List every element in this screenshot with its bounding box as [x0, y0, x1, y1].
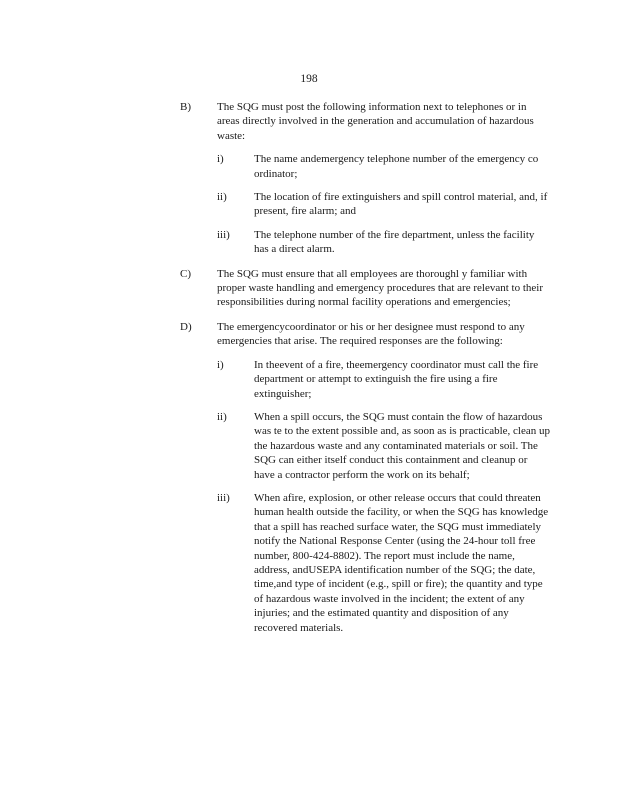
list-item: [217, 152, 550, 181]
item-text: The location of fire extinguishers and spill control material, and, if present, fire alarm; and: [254, 191, 548, 218]
item-text: The name andemergency telephone number of the emergency co ordinator;: [254, 153, 539, 180]
item-label: i): [217, 358, 224, 371]
item-label: ii): [217, 410, 227, 423]
document-body: [180, 100, 550, 645]
list-item: [217, 358, 550, 401]
list-item: [217, 491, 550, 635]
section-text: The SQG must post the following information next to telephones or in areas directly involved in the generation and accumulation of hazardous waste:: [217, 101, 534, 142]
list-item: [217, 190, 550, 219]
item-label: iii): [217, 228, 230, 241]
item-text: When a spill occurs, the SQG must contain the flow of hazardous was te to the extent possible and, as soon as is practicable, clean up the hazardous waste and any contaminated materials or soil. The SQG can either itself conduct this containment and cleanup or have a contractor perform the work on its behalf;: [254, 410, 550, 481]
page-number: 198: [300, 73, 318, 85]
section-label: D): [180, 320, 192, 333]
item-label: iii): [217, 491, 230, 504]
section-label: C): [180, 267, 191, 280]
list-item: [217, 410, 550, 482]
item-text: The telephone number of the fire department, unless the facility has a direct alarm.: [254, 228, 535, 256]
section-c: [180, 267, 550, 310]
section-d: [180, 320, 550, 635]
item-text: When afire, explosion, or other release occurs that could threaten human health outside the facility, or when the SQG has knowledge that a spill has reached surface water, the SQG must immediately notify the National Response Center (using the 24-hour toll free number, 800-424-8802). The report must include the name, address, andUSEPA identification number of the SQG; the date, time,and type of incident (e.g., spill or fire); the quantity and type of hazardous waste involved in the incident; the extent of any injuries; and the estimated quantity and disposition of any recovered materials.: [254, 491, 549, 634]
section-label: B): [180, 101, 191, 113]
item-text: In theevent of a fire, theemergency coordinator must call the fire department or attempt to extinguish the fire using a fire extinguisher;: [254, 358, 539, 400]
list-item: [217, 228, 550, 257]
section-text: The SQG must ensure that all employees are thoroughl y familiar with proper waste handling and emergency procedures that are relevant to their responsibilities during normal facility operations and emergencies;: [217, 267, 543, 309]
item-label: ii): [217, 191, 227, 204]
section-text: The emergencycoordinator or his or her designee must respond to any emergencies that arise. The required responses are the following:: [217, 320, 525, 348]
section-b: [180, 100, 550, 257]
item-label: i): [217, 153, 224, 166]
